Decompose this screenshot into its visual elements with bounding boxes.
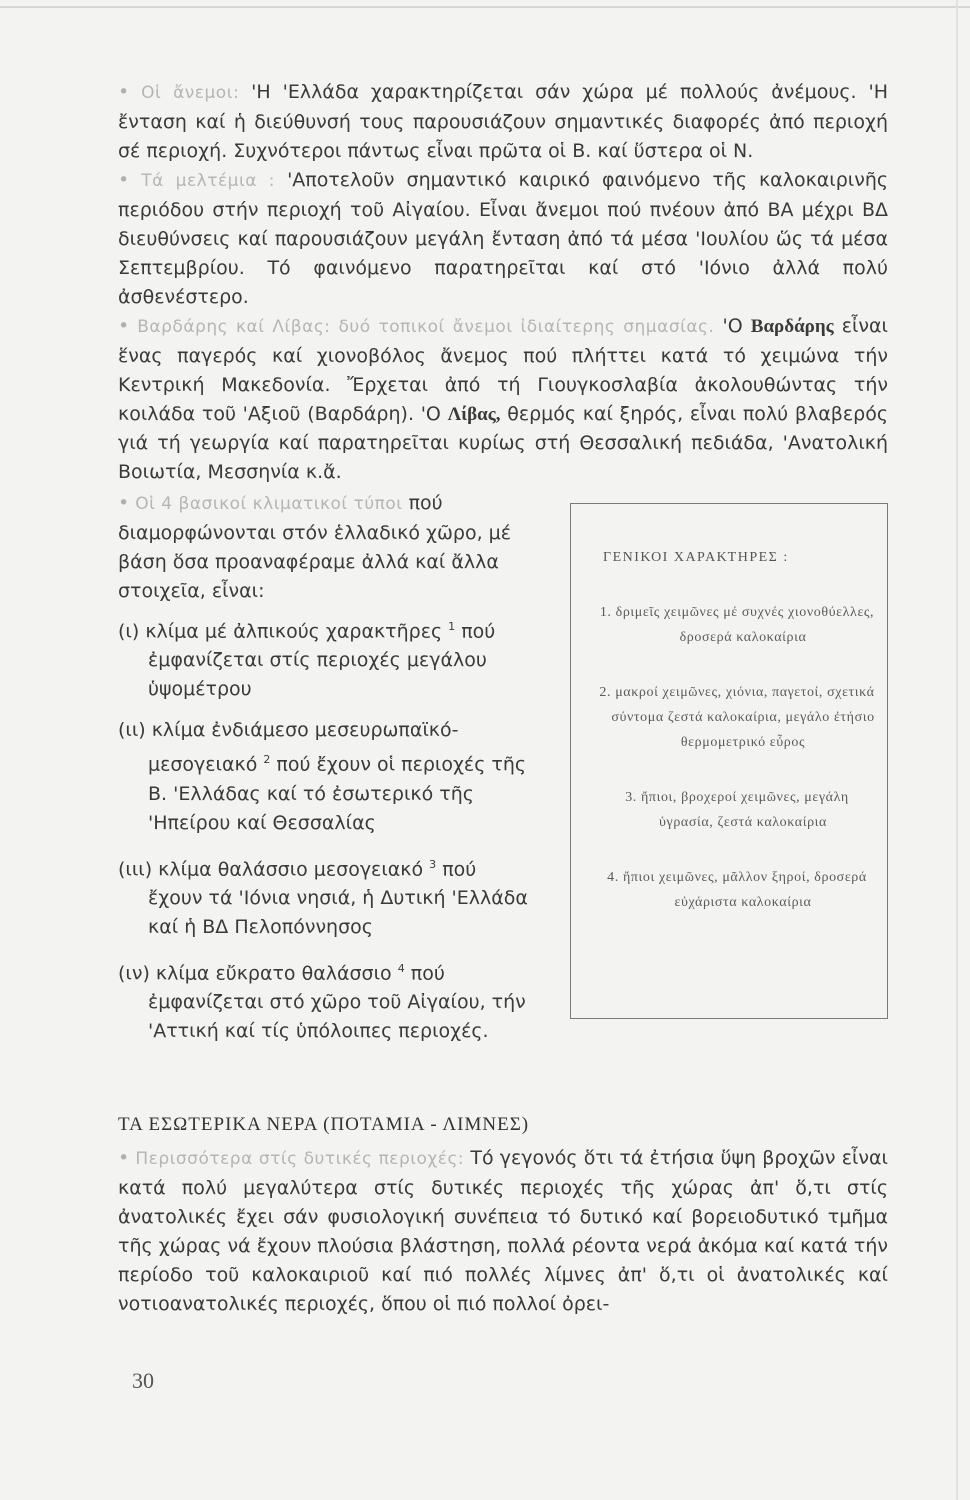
lead-climate: Οἱ 4 βασικοί κλιματικοί τύποι [135,494,403,514]
lead-winds: Οἱ ἄνεμοι: [141,83,240,103]
top-edge-line [0,6,970,8]
page-content [118,78,888,1319]
box-item: 3. ἤπιοι, βροχεροί χειμῶνες, μεγάλη ὑγρασία, ζεστά καλοκαίρια [625,790,849,830]
box-item: 2. μακροί χειμῶνες, χιόνια, παγετοί, σχετικά σύντομα ζεστά καλοκαίρια, μεγάλο ἐτήσιο θερμομετρικό εὖρος [599,685,875,750]
climate-item: (ιν) κλίμα εὔκρατο θαλάσσιο $^4$ πού ἐμφανίζεται στό χῶρο τοῦ Αἰγαίου, τήν 'Αττική καί τίς ὑπόλοιπες περιοχές. [118,961,526,1043]
climate-list [118,612,536,1046]
box-item: 1. δριμεῖς χειμῶνες μέ συχνές χιονοθύελλες, δροσερά καλοκαίρια [599,605,875,645]
paragraph-inland-waters: • Περισσότερα στίς δυτικές περιοχές: Τό γεγονός ὅτι τά ἐτήσια ὕψη βροχῶν εἶναι κατά πολύ μεγαλύτερα στίς δυτικές περιοχές τῆς χώρας ἀπ' ὅ,τι στίς ἀνατολικές ἔχει σάν φυσιολογική συνέπεια τό δυτικό καί βορειοδυτικό τμῆμα τῆς χώρας νά ἔχουν πλούσια βλάστηση, πολλά ρέοντα νερά ἀκόμα καί κατά τήν περίοδο τοῦ καλοκαιριοῦ καί πιό πολλές λίμνες ἀπ' ὅ,τι οἱ ἀνατολικές καί νοτιοανατολικές περιοχές, ὅπου οἱ πιό πολλοί ὀρει- [118,1147,888,1316]
paragraph-winds: • Οἱ ἄνεμοι: 'Η 'Ελλάδα χαρακτηρίζεται σάν χώρα μέ πολλούς ἀνέμους. 'Η ἔνταση καί ἡ διεύθυνσή τους παρουσιάζουν σημαντικές διαφορές ἀπό περιοχή σέ περιοχή. Συχνότεροι πάντως εἶναι πρῶτα οἱ Β. καί ὕστερα οἱ Ν. [118,81,888,162]
climate-section [118,489,888,1058]
lead-meltemia: Τά μελτέμια : [141,171,276,191]
paragraph-meltemia: • Τά μελτέμια : 'Αποτελοῦν σημαντικό καιρικό φαινόμενο τῆς καλοκαιρινῆς περιόδου στήν περιοχή τοῦ Αἰγαίου. Εἶναι ἄνεμοι πού πνέουν ἀπό ΒΑ μέχρι ΒΔ διευθύνσεις καί παρουσιάζουν μεγάλη ἔνταση ἀπό τά μέσα 'Ιουλίου ὥς τά μέσα Σεπτεμβρίου. Τό φαινόμενο παρατηρεῖται καί στό 'Ιόνιο ἀλλά πολύ ἀσθενέστερο. [118,169,889,308]
climate-item: (ιιι) κλίμα θαλάσσιο μεσογειακό $^3$ πού ἔχουν τά 'Ιόνια νησιά, ἡ Δυτική 'Ελλάδα καί ἡ ΒΔ Πελοπόννησος [118,857,528,938]
page-number: 30 [132,1368,154,1393]
climate-types-column [118,489,536,1058]
paragraph-climate-types: • Οἱ 4 βασικοί κλιματικοί τύποι πού διαμορφώνονται στόν ἑλλαδικό χῶρο, μέ βάση ὅσα προαναφέραμε ἀλλά καί ἄλλα στοιχεῖα, εἶναι: [118,492,512,602]
section-title: ΤΑ ΕΣΩΤΕΡΙΚΑ ΝΕΡΑ (ΠΟΤΑΜΙΑ - ΛΙΜΝΕΣ) [118,1114,530,1136]
paragraph-vardaris-livas: • Βαρδάρης καί Λίβας: δυό τοπικοί ἄνεμοι ἰδιαίτερης σημασίας. 'Ο Βαρδάρης εἶναι ἕνας παγερός καί χιονοβόλος ἄνεμος πού πλήττει κατά τό χειμώνα τήν Κεντρική Μακεδονία. Ἔρχεται ἀπό τή Γιουγκοσλαβία ἀκολουθώντας τήν κοιλάδα τοῦ 'Αξιοῦ (Βαρδάρη). 'Ο Λίβας, θερμός καί ξηρός, εἶναι πολύ βλαβερός γιά τή γεωργία καί παρατηρεῖται κυρίως στή Θεσσαλική πεδιάδα, 'Ανατολική Βοιωτία, Μεσσηνία κ.ἄ. [118,315,888,483]
lead-inland-waters: Περισσότερα στίς δυτικές περιοχές: [135,1149,465,1170]
lead-vardaris: Βαρδάρης καί Λίβας: δυό τοπικοί ἄνεμοι ἰδιαίτερης σημασίας. [137,317,715,337]
right-edge-line [956,0,958,1500]
climate-item: (ιι) κλίμα ἐνδιάμεσο μεσευρωπαϊκό-μεσογειακό $^2$ πού ἔχουν οἱ περιοχές τῆς Β. 'Ελλάδας καί τό ἐσωτερικό τῆς 'Ηπείρου καί Θεσσαλίας [118,719,527,834]
general-characteristics-box [570,503,888,1019]
box-title: ΓΕΝΙΚΟΙ ΧΑΡΑΚΤΗΡΕΣ : [603,550,789,565]
climate-item: (ι) κλίμα μέ ἀλπικούς χαρακτῆρες $^1$ πού ἐμφανίζεται στίς περιοχές μεγάλου ὑψομέτρου [118,620,496,701]
box-item: 4. ἤπιοι χειμῶνες, μᾶλλον ξηροί, δροσερά εὐχάριστα καλοκαίρια [607,870,867,910]
